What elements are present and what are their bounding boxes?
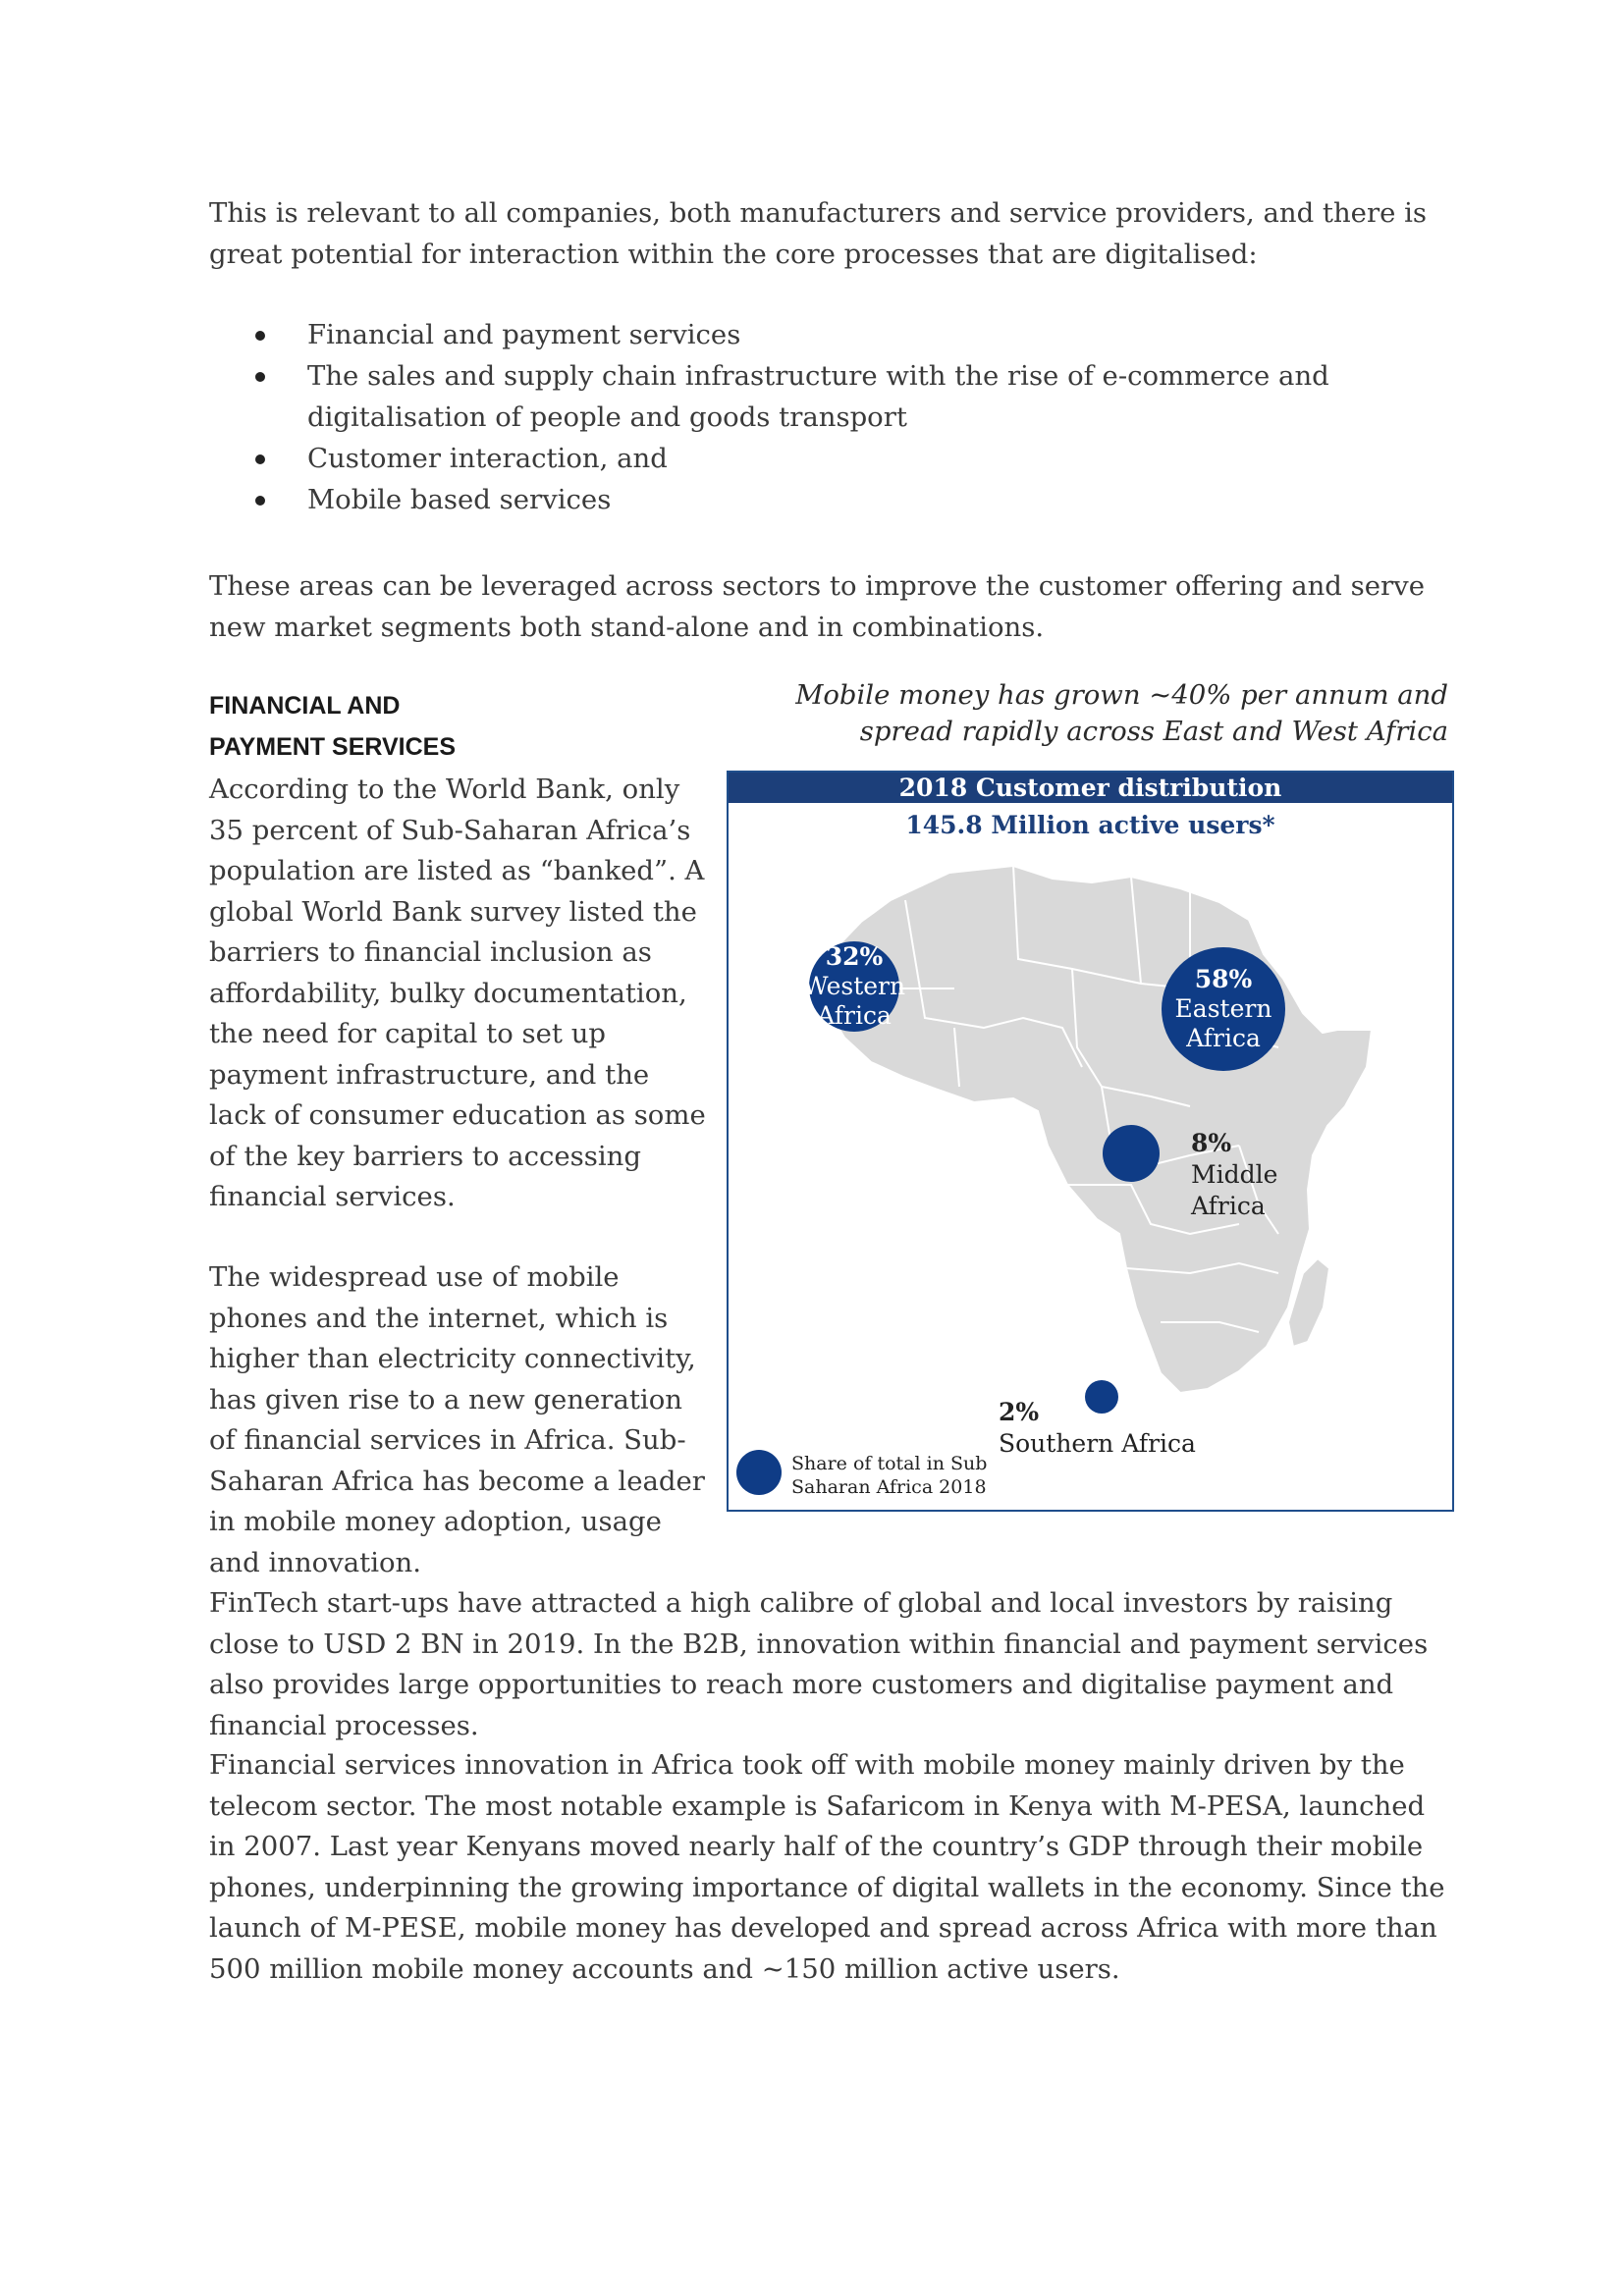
africa-landmass (825, 866, 1372, 1393)
legend-text: Share of total in Sub Saharan Africa 2018 (791, 1453, 988, 1498)
bullet-item: The sales and supply chain infrastructure with the rise of e-commerce and digitalisation of people and goods transport (209, 355, 1476, 438)
figure-caption: Mobile money has grown ~40% per annum and spread rapidly across East and West Africa (795, 679, 1448, 747)
bullet-item: Mobile based services (209, 479, 1476, 520)
world-bank-paragraph: According to the World Bank, only 35 percent of Sub-Saharan Africa’s population are listed as “banked”. A global World Bank survey listed the barriers to financial inclusion as affordability, bulky documentation, the need for capital to set up payment infrastructure, and the lack of consumer education as some of the key barriers to accessing financial services. (209, 774, 706, 1212)
innovation-paragraph: Financial services innovation in Africa took off with mobile money mainly driven by the telecom sector. The most notable example is Safaricom in Kenya with M-PESA, launched in 2007. Last year Kenyans moved nearly half of the country’s GDP through their mobile phones, underpinning the growing importance of digital wallets in the economy. Since the launch of M-PESE, mobile money has developed and spread across Africa with more than 500 million mobile money accounts and ~150 million active users. (209, 1749, 1445, 1985)
fintech-paragraph: FinTech start-ups have attracted a high calibre of global and local investors by raising close to USD 2 BN in 2019. In the B2B, innovation within financial and payment services also provides large opportunities to reach more customers and digitalise payment and financial processes. (209, 1587, 1429, 1741)
bullet-list (209, 314, 1476, 520)
mobile-phones-paragraph: The widespread use of mobile phones and the internet, which is higher than electricity connectivity, has given rise to a new generation of financial services in Africa. Sub-Saharan Africa has become a leader in mobile money adoption, usage and innovation. (209, 1261, 705, 1578)
southern-africa-label: 2% Southern Africa (999, 1398, 1196, 1458)
western-africa-bubble: 32% Western Africa (802, 942, 906, 1030)
bullet-icon (255, 496, 265, 506)
bullet-icon (255, 454, 265, 464)
figure-subtitle: 145.8 Million active users* (905, 811, 1275, 839)
bullet-icon (255, 372, 265, 382)
bullet-item: Financial and payment services (209, 314, 1476, 355)
areas-paragraph: These areas can be leveraged across sectors to improve the customer offering and serve new market segments both stand-alone and in combinations. (209, 570, 1425, 643)
bullet-icon (255, 331, 265, 341)
section-heading: FINANCIAL AND PAYMENT SERVICES (209, 692, 457, 761)
eastern-africa-bubble: 58% Eastern Africa (1162, 947, 1285, 1071)
legend-bubble-icon (736, 1450, 782, 1495)
middle-africa-label: 8% Middle Africa (1191, 1129, 1278, 1220)
bullet-item: Customer interaction, and (209, 438, 1476, 479)
middle-africa-bubble (1103, 1125, 1160, 1182)
figure-title: 2018 Customer distribution (729, 773, 1452, 803)
africa-mobile-money-figure (727, 771, 1454, 1512)
intro-paragraph: This is relevant to all companies, both manufacturers and service providers, and there is great potential for interaction within the core processes that are digitalised: (209, 197, 1428, 270)
